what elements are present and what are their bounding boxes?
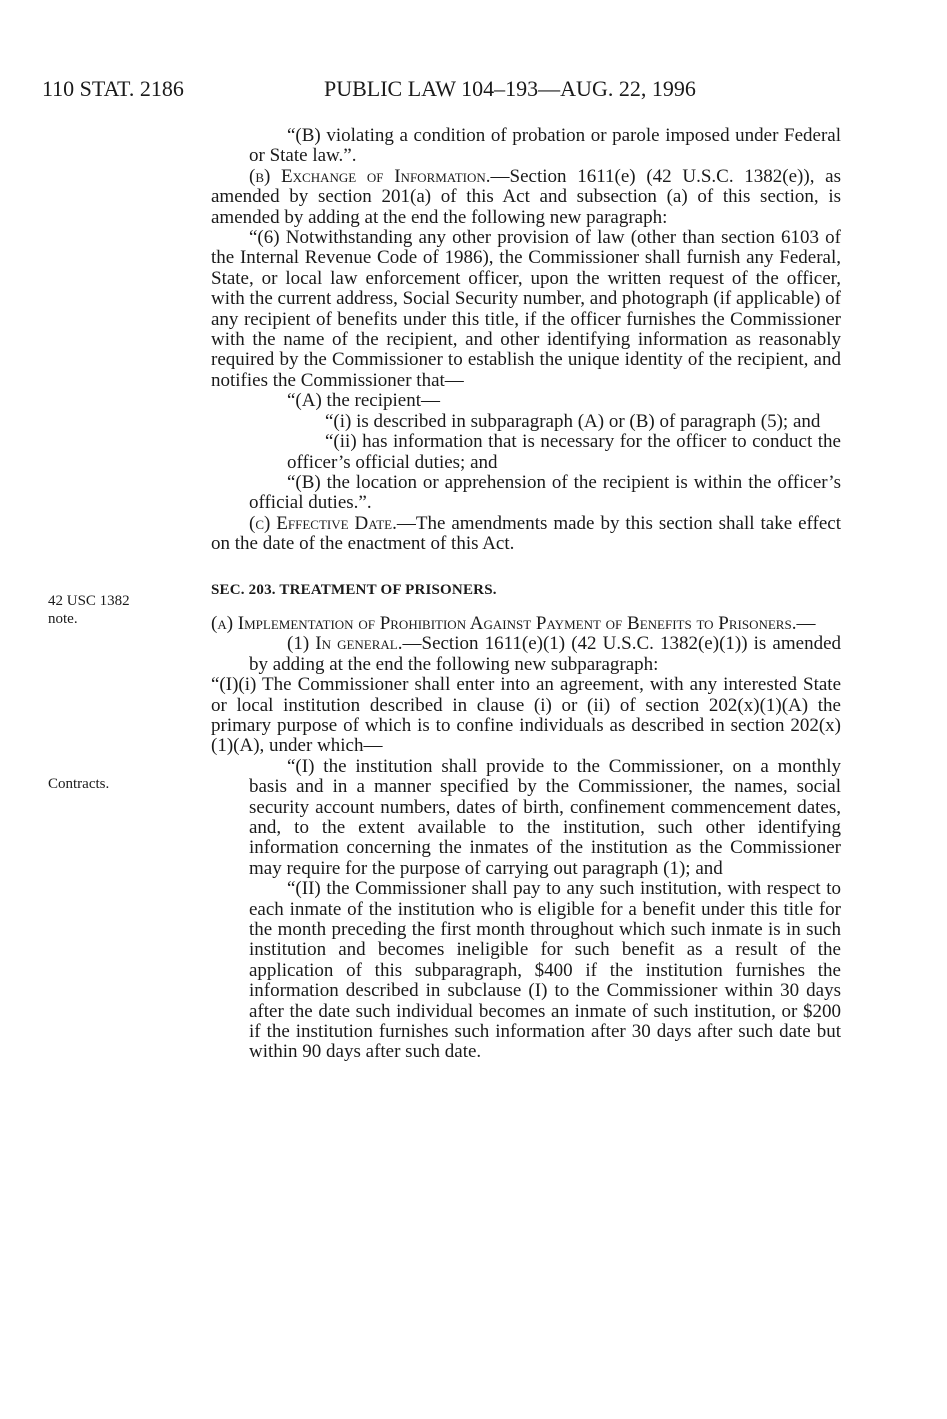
- paragraph-b-exchange-text: —Section 1611(e) (42 U.S.C. 1382(e)), as amended by section 201(a) of this Act and subsection (a) of this section, is amended by adding at the end the following new paragraph:: [211, 165, 841, 228]
- paragraph-6-a-ii: “(ii) has information that is necessary for the officer to conduct the officer’s official duties; and: [287, 431, 841, 473]
- paragraph-6: “(6) Notwithstanding any other provision of law (other than section 6103 of the Internal Revenue Code of 1986), the Commissioner shall furnish any Federal, State, or local law enforcement officer, upon the written request of the officer, with the current address, Social Security number, and photograph (if applicable) of any recipient of benefits under this title, if the officer furnishes the Commissioner with the name of the recipient, and other identifying information as reasonably required by the Commissioner to establish the unique identity of the recipient, and notifies the Commissioner that—: [211, 227, 841, 391]
- margin-note-usc: [48, 592, 130, 628]
- margin-note-usc-cite: 42 USC 1382: [48, 593, 130, 609]
- margin-note-usc-note: note.: [48, 611, 78, 627]
- paragraph-a-implementation: [211, 614, 841, 634]
- paragraph-6-a-i: “(i) is described in subparagraph (A) or (B) of paragraph (5); and: [325, 410, 821, 432]
- subclause-II: “(II) the Commissioner shall pay to any such institution, with respect to each inmate of the institution who is eligible for a benefit under this title for the month preceding the first month throughout which such inmate is in such institution and becomes ineligible for such benefit as a result of the application of this subparagraph, $400 if the institution furnishes the information described in subclause (I) to the Commissioner within 30 days after the date such individual becomes an inmate of such institution, or $200 if the institution furnishes such information after 30 days after such date but within 90 days after such date.: [249, 878, 841, 1063]
- heading-exchange-of-information: (b) Exchange of Information.: [249, 165, 491, 187]
- paragraph-I-i: “(I)(i) The Commissioner shall enter into an agreement, with any interested State or local institution described in clause (i) or (ii) of section 202(x)(1)(A) the primary purpose of which is to confine individuals as described in section 202(x)(1)(A), under which—: [211, 674, 841, 757]
- subclause-I: “(I) the institution shall provide to the Commissioner, on a monthly basis and in a manner specified by the Commissioner, the names, social security account numbers, dates of birth, confinement commencement dates, and, to the extent available to the institution, such other identifying information concerning the inmates of the institution as the Commissioner may require for the purpose of carrying out paragraph (1); and: [249, 755, 841, 879]
- document-body: [211, 126, 841, 1063]
- paragraph-6-b: “(B) the location or apprehension of the recipient is within the officer’s official duties.”.: [249, 471, 841, 514]
- paragraph-a-implementation-dash: —: [796, 612, 816, 634]
- paragraph-c-effective-date-text: —The amendments made by this section shall take effect on the date of the enactment of this Act.: [211, 512, 841, 555]
- heading-effective-date: (c) Effective Date.: [249, 512, 397, 534]
- paragraph-b-violating: “(B) violating a condition of probation or parole imposed under Federal or State law.”.: [249, 125, 841, 167]
- margin-note-contracts: Contracts.: [48, 776, 110, 792]
- paragraph-b-exchange: [211, 167, 841, 228]
- section-heading: SEC. 203. TREATMENT OF PRISONERS.: [211, 581, 497, 598]
- paragraph-1-in-general-text: —Section 1611(e)(1) (42 U.S.C. 1382(e)(1)) is amended by adding at the end the following new subparagraph:: [249, 633, 842, 675]
- paragraph-6-a: “(A) the recipient—: [287, 390, 440, 412]
- heading-implementation: (a) Implementation of Prohibition Against Payment of Benefits to Prisoners.: [211, 612, 797, 634]
- statute-citation: 110 STAT. 2186: [42, 76, 184, 101]
- paragraph-c-effective-date: [211, 514, 841, 555]
- public-law-title: PUBLIC LAW 104–193—AUG. 22, 1996: [324, 76, 696, 101]
- paragraph-1-in-general: [211, 634, 841, 675]
- heading-in-general: (1) In general.: [287, 633, 403, 655]
